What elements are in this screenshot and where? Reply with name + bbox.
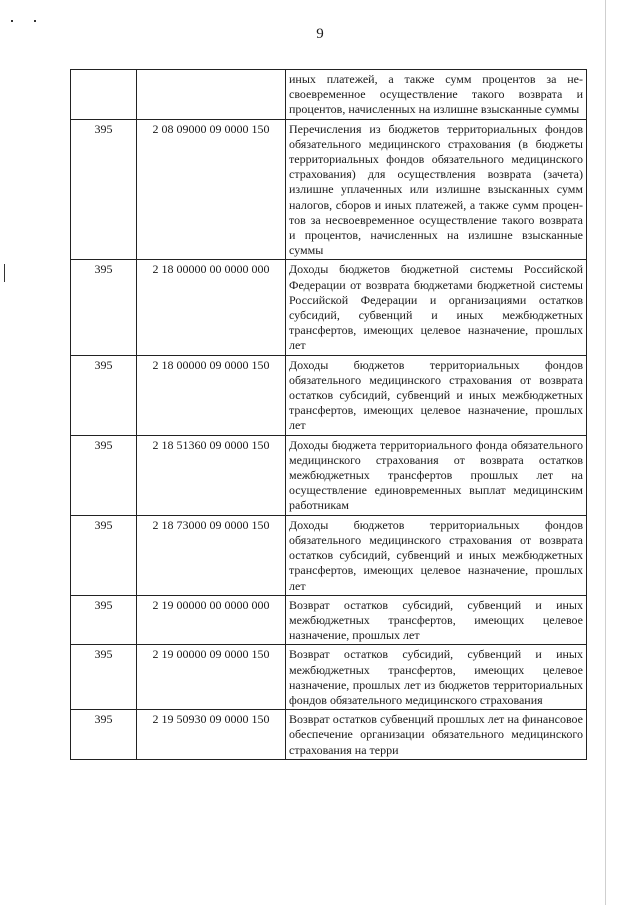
table-row	[71, 260, 587, 355]
description-cell: иных платежей, а также сумм процентов за несвоевременное осуществление такого возврата и процентов, начисленных на излишне взысканные суммы	[286, 70, 587, 120]
description-cell: Возврат остатков субсидий, субвенций и иных межбюджетных трансфертов, имеющих целевое назначение, прошлых лет из бюджетов территориальных фондов обязательного медицинского страхования	[286, 645, 587, 710]
admin-code-cell: 395	[71, 710, 137, 760]
budget-classification-code-cell: 2 18 00000 09 0000 150	[137, 355, 286, 435]
description-cell: Доходы бюджетов территориальных фондов обязательного медицинского страхования от возврата остатков субсидий, субвенций и иных межбюджетных трансфертов, имеющих целевое назначение, прошлых лет	[286, 355, 587, 435]
admin-code-cell: 395	[71, 435, 137, 515]
budget-classification-code-cell: 2 08 09000 09 0000 150	[137, 119, 286, 260]
budget-classification-code-cell: 2 19 50930 09 0000 150	[137, 710, 286, 760]
table-body	[71, 70, 587, 760]
scan-mark	[605, 0, 606, 905]
table-row	[71, 119, 587, 260]
admin-code-cell: 395	[71, 260, 137, 355]
budget-codes-table	[70, 69, 587, 760]
budget-classification-code-cell: 2 19 00000 00 0000 000	[137, 595, 286, 645]
page-number: 9	[316, 26, 324, 42]
description-cell: Доходы бюджета территориального фонда обязательного медицинского страхования от возврата остатков межбюджетных трансфертов прошлых лет на осуществление единовременных выплат медицинским работникам	[286, 435, 587, 515]
description-cell: Перечисления из бюджетов территориальных фондов обязательного медицинского страхования (в бюджеты территориальных фондов обязательного медицинского страхования) для осуществления возврата (зачета) излишне уплаченных или излишне взысканных сумм налогов, сборов и иных платежей, а также сумм процентов за несвоевременное осуществление такого возврата и процентов, начисленных на излишне взысканные суммы	[286, 119, 587, 260]
table-row	[71, 355, 587, 435]
admin-code-cell: 395	[71, 595, 137, 645]
table-row	[71, 515, 587, 595]
table-row	[71, 645, 587, 710]
admin-code-cell: 395	[71, 119, 137, 260]
scan-mark	[34, 20, 36, 22]
table-row	[71, 710, 587, 760]
description-cell: Доходы бюджетов бюджетной системы Российской Федерации от возврата бюджетами бюджетной системы Российской Федерации и организациями остатков субсидий, субвенций и иных межбюджетных трансфертов, имеющих целевое назначение, прошлых лет	[286, 260, 587, 355]
budget-classification-code-cell	[137, 70, 286, 120]
table-row	[71, 435, 587, 515]
admin-code-cell	[71, 70, 137, 120]
table-row	[71, 70, 587, 120]
budget-classification-code-cell: 2 19 00000 09 0000 150	[137, 645, 286, 710]
admin-code-cell: 395	[71, 645, 137, 710]
table-row	[71, 595, 587, 645]
scan-mark	[4, 264, 5, 282]
budget-classification-code-cell: 2 18 51360 09 0000 150	[137, 435, 286, 515]
admin-code-cell: 395	[71, 515, 137, 595]
description-cell: Возврат остатков субсидий, субвенций и иных межбюджетных трансфертов, имеющих целевое назначение, прошлых лет	[286, 595, 587, 645]
admin-code-cell: 395	[71, 355, 137, 435]
description-cell: Доходы бюджетов территориальных фондов обязательного медицинского страхования от возврата остатков субсидий, субвенций и иных межбюджетных трансфертов, имеющих целевое назначение, прошлых лет	[286, 515, 587, 595]
budget-classification-code-cell: 2 18 73000 09 0000 150	[137, 515, 286, 595]
description-cell: Возврат остатков субвенций прошлых лет на финансовое обеспечение организации обязательного медицинского страхования на терри	[286, 710, 587, 760]
budget-classification-code-cell: 2 18 00000 00 0000 000	[137, 260, 286, 355]
scan-mark	[11, 20, 13, 22]
